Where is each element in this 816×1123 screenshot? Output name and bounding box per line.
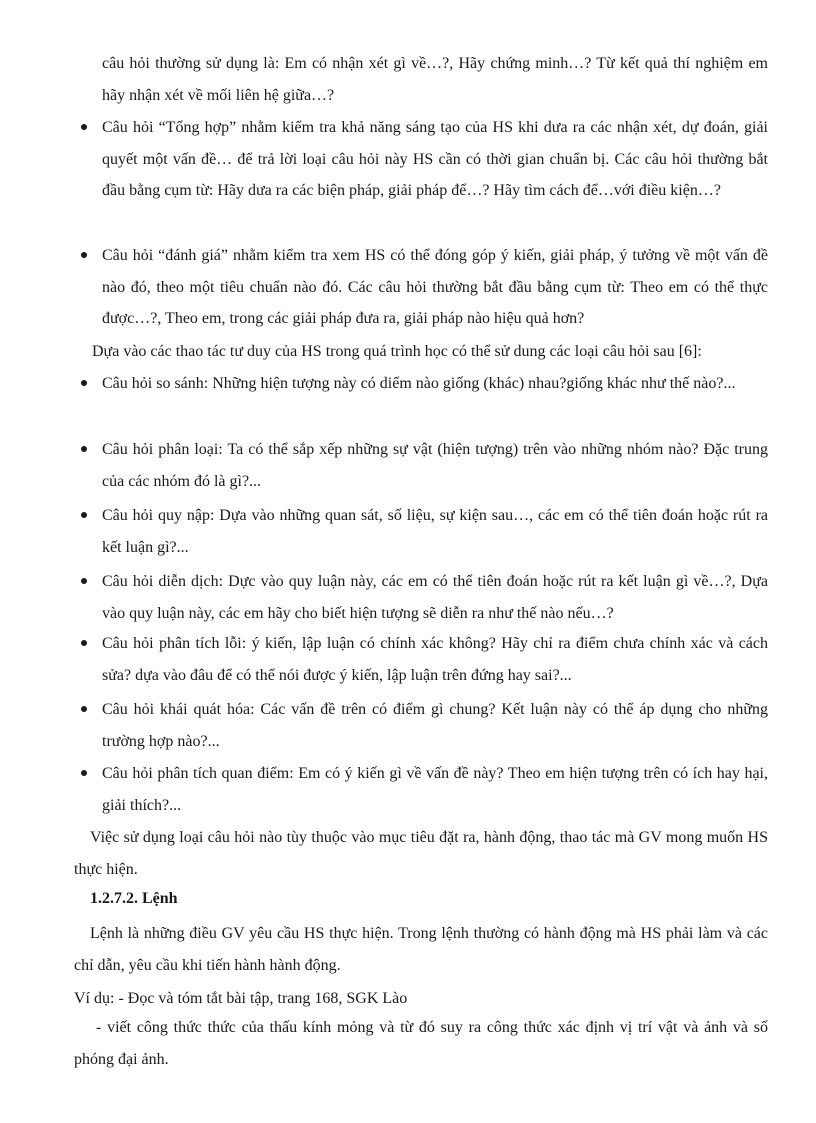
section-heading: 1.2.7.2. Lệnh: [90, 890, 178, 907]
bullet-icon: [81, 512, 87, 518]
continuation-paragraph: câu hỏi thường sử dụng là: Em có nhận xét gì về…?, Hãy chứng minh…? Từ kết quả thí nghiệm em hãy nhận xét về mối liên hệ giữa…?: [102, 55, 768, 104]
list-item-induction: [102, 500, 768, 563]
bullet-icon: [81, 252, 87, 258]
list-item-generalization: [102, 694, 768, 757]
list-item-error-analysis: [102, 628, 768, 691]
list-item-text: Câu hỏi khái quát hóa: Các vấn đề trên có điểm gì chung? Kết luận này có thể áp dụng cho những trường hợp nào?...: [102, 701, 768, 750]
list-item-classify: [102, 434, 768, 497]
bullet-icon: [81, 446, 87, 452]
bullet-icon: [81, 706, 87, 712]
list-item-evaluation: [102, 240, 768, 335]
list-item-text: Câu hỏi quy nập: Dựa vào những quan sát, số liệu, sự kiện sau…, các em có thể tiên đoán hoặc rút ra kết luận gì?...: [102, 507, 768, 556]
list-item-deduction: [102, 566, 768, 629]
list-item-text: Câu hỏi “Tổng hợp” nhằm kiểm tra khả năng sáng tạo của HS khi dưa ra các nhận xét, dự đoán, giải quyết một vấn đề… để trả lời loại câu hỏi này HS cần có thời gian chuẩn bị. Các câu hỏi thường bắt đầu bằng cụm từ: Hãy dưa ra các biện pháp, giải pháp để…? Hãy tìm cách để…với điều kiện…?: [102, 119, 768, 200]
bullet-icon: [81, 770, 87, 776]
command-paragraph: Lệnh là những điều GV yêu cầu HS thực hiện. Trong lệnh thường có hành động mà HS phải làm và các chỉ dẫn, yêu cầu khi tiến hành hành động.: [74, 925, 768, 974]
thinking-intro: Dựa vào các thao tác tư duy của HS trong quá trình học có thể sử dung các loại câu hỏi sau [6]:: [92, 343, 702, 360]
bullet-icon: [81, 640, 87, 646]
list-item-text: Câu hỏi so sánh: Những hiện tượng này có diểm nào giống (khác) nhau?giống khác như thế nào?...: [102, 375, 736, 392]
list-item-text: Câu hỏi “đánh giá” nhằm kiểm tra xem HS có thể đóng góp ý kiến, giải pháp, ý tưởng về một vấn đề nào đó, theo một tiêu chuẩn nào đó. Các câu hỏi thường bắt đầu bằng cụm từ: Theo em có thể thực được…?, Theo em, trong các giải pháp đưa ra, giải pháp nào hiệu quả hơn?: [102, 247, 768, 328]
list-item-text: Câu hỏi phân tích lỗi: ý kiến, lập luận có chính xác không? Hãy chỉ ra điểm chưa chính xác và cách sửa? dựa vào đâu để có thể nói được ý kiến, lập luận trên đứng hay sai?...: [102, 635, 768, 684]
bullet-icon: [81, 578, 87, 584]
list-item-text: Câu hỏi phân tích quan điểm: Em có ý kiến gì về vấn đề này? Theo em hiện tượng trên có ích hay hại, giải thích?...: [102, 765, 768, 814]
bullet-icon: [81, 124, 87, 130]
list-item-compare: [102, 368, 768, 400]
usage-paragraph: Việc sử dụng loại câu hỏi nào tùy thuộc vào mục tiêu đặt ra, hành động, thao tác mà GV mong muốn HS thực hiện.: [74, 829, 768, 878]
list-item-synthesis: [102, 112, 768, 207]
list-item-text: Câu hỏi phân loại: Ta có thể sắp xếp những sự vật (hiện tượng) trên vào những nhóm nào? Đặc trung của các nhóm đó là gì?...: [102, 441, 768, 490]
list-item-viewpoint: [102, 758, 768, 821]
bullet-icon: [81, 380, 87, 386]
list-item-text: Câu hỏi diễn dịch: Dực vào quy luận này, các em có thể tiên đoán hoặc rút ra kết luận gì về…?, Dựa vào quy luận này, các em hãy cho biết hiện tượng sẽ diễn ra như thế nào nếu…?: [102, 573, 768, 622]
example-line-2: - viết công thức thức của thấu kính mỏng và từ đó suy ra công thức xác định vị trí vật và ảnh và số phóng đại ảnh.: [74, 1019, 768, 1068]
example-line-1: Ví dụ: - Đọc và tóm tắt bài tập, trang 168, SGK Lào: [74, 990, 408, 1007]
